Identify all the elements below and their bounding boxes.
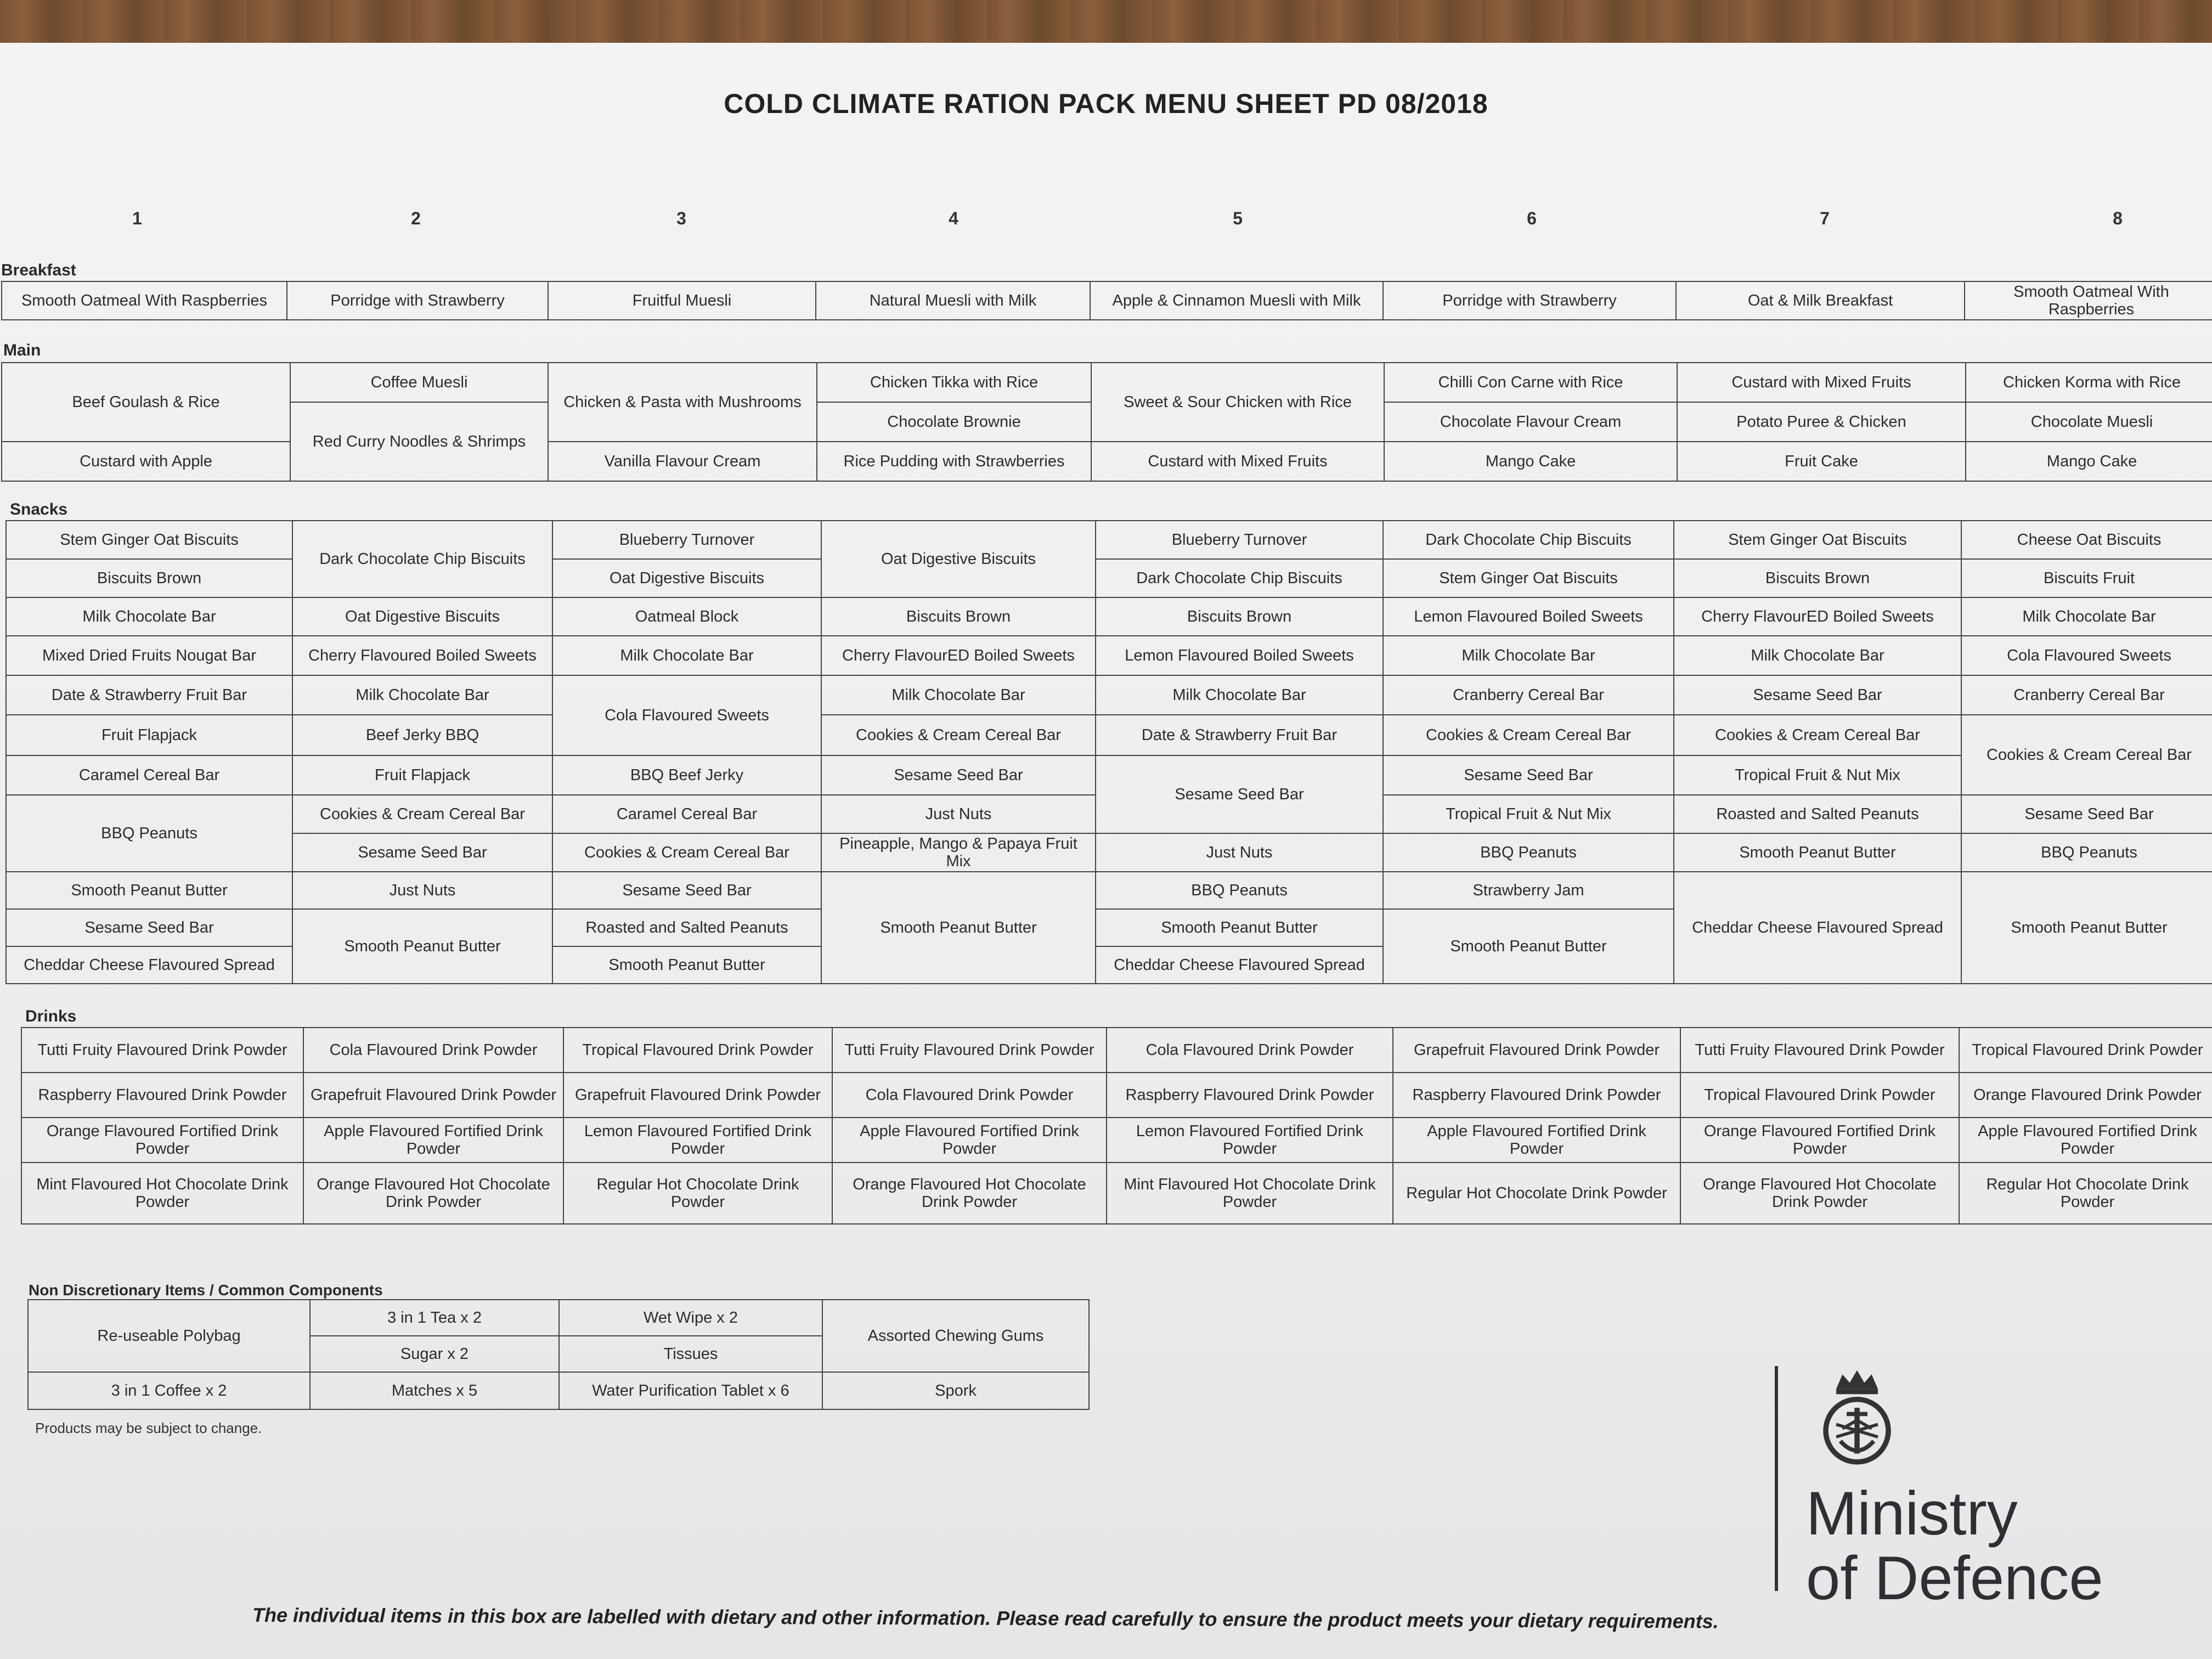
snack-cell: Dark Chocolate Chip Biscuits [292, 521, 552, 597]
snack-cell: BBQ Peanuts [6, 795, 292, 872]
table-row [6, 521, 2212, 559]
drink-cell: Raspberry Flavoured Drink Powder [1107, 1073, 1393, 1118]
snack-cell: Smooth Peanut Butter [552, 946, 821, 984]
table-row [6, 675, 2212, 715]
main-cell: Chicken Korma with Rice [1966, 363, 2212, 402]
snack-cell: BBQ Peanuts [1383, 833, 1674, 872]
snack-cell: Milk Chocolate Bar [1961, 597, 2212, 636]
column-number: 6 [1527, 208, 1537, 228]
snack-cell: Cookies & Cream Cereal Bar [1961, 715, 2212, 795]
snack-cell: Beef Jerky BBQ [292, 715, 552, 755]
drink-cell: Orange Flavoured Fortified Drink Powder [21, 1118, 303, 1163]
snack-cell: Fruit Flapjack [6, 715, 292, 755]
main-table [1, 362, 2212, 482]
snack-cell: Pineapple, Mango & Papaya Fruit Mix [821, 833, 1096, 872]
main-cell: Chocolate Brownie [817, 402, 1091, 442]
snack-cell: Cookies & Cream Cereal Bar [292, 795, 552, 833]
snack-cell: Cherry FlavourED Boiled Sweets [821, 636, 1096, 675]
item-cell: 3 in 1 Tea x 2 [310, 1300, 559, 1336]
snack-cell: BBQ Peanuts [1096, 872, 1383, 909]
main-cell: Chicken Tikka with Rice [817, 363, 1091, 402]
main-cell: Coffee Muesli [290, 363, 548, 402]
wood-tabletop [0, 0, 2212, 49]
section-label-breakfast: Breakfast [1, 261, 76, 279]
drink-cell: Orange Flavoured Hot Chocolate Drink Powder [303, 1163, 563, 1224]
drink-cell: Cola Flavoured Drink Powder [832, 1073, 1107, 1118]
item-cell: Re-useable Polybag [28, 1300, 310, 1372]
breakfast-cell: Smooth Oatmeal With Raspberries [1965, 281, 2212, 320]
drink-cell: Regular Hot Chocolate Drink Powder [1393, 1163, 1680, 1224]
footnote: Products may be subject to change. [35, 1420, 262, 1436]
snack-cell: Cheddar Cheese Flavoured Spread [1674, 872, 1961, 984]
main-cell: Chocolate Muesli [1966, 402, 2212, 442]
drink-cell: Regular Hot Chocolate Drink Powder [563, 1163, 832, 1224]
drink-cell: Mint Flavoured Hot Chocolate Drink Powder [1107, 1163, 1393, 1224]
drinks-table [21, 1027, 2212, 1224]
section-label-snacks: Snacks [10, 500, 68, 518]
snack-cell: Stem Ginger Oat Biscuits [1674, 521, 1961, 559]
drink-cell: Orange Flavoured Fortified Drink Powder [1680, 1118, 1959, 1163]
breakfast-cell: Oat & Milk Breakfast [1676, 281, 1965, 320]
page-title: COLD CLIMATE RATION PACK MENU SHEET PD 08/2018 [724, 88, 1488, 119]
snack-cell: Stem Ginger Oat Biscuits [6, 521, 292, 559]
drink-cell: Raspberry Flavoured Drink Powder [1393, 1073, 1680, 1118]
snack-cell: Cheddar Cheese Flavoured Spread [6, 946, 292, 984]
snack-cell: Oatmeal Block [552, 597, 821, 636]
snack-cell: Smooth Peanut Butter [6, 872, 292, 909]
snack-cell: Biscuits Brown [1674, 559, 1961, 597]
main-cell: Fruit Cake [1677, 442, 1966, 481]
main-cell: Sweet & Sour Chicken with Rice [1091, 363, 1384, 442]
snack-cell: Sesame Seed Bar [552, 872, 821, 909]
snack-cell: Fruit Flapjack [292, 755, 552, 795]
breakfast-cell: Porridge with Strawberry [287, 281, 548, 320]
table-row [21, 1163, 2212, 1224]
logo-rule [1775, 1366, 1778, 1591]
snack-cell: Sesame Seed Bar [1674, 675, 1961, 715]
snack-cell: Oat Digestive Biscuits [292, 597, 552, 636]
snack-cell: Caramel Cereal Bar [6, 755, 292, 795]
main-cell: Mango Cake [1384, 442, 1677, 481]
table-row [21, 1028, 2212, 1073]
drink-cell: Tutti Fruity Flavoured Drink Powder [1680, 1028, 1959, 1073]
item-cell: Tissues [559, 1336, 822, 1372]
non-discretionary-table [27, 1299, 1090, 1410]
snack-cell: Cookies & Cream Cereal Bar [821, 715, 1096, 755]
ministry-of-defence-logo [1806, 1481, 2103, 1611]
snack-cell: Cookies & Cream Cereal Bar [1383, 715, 1674, 755]
section-label-main: Main [3, 341, 41, 359]
snack-cell: Cranberry Cereal Bar [1383, 675, 1674, 715]
snack-cell: Sesame Seed Bar [1096, 755, 1383, 833]
column-number: 8 [2113, 208, 2123, 228]
snack-cell: Date & Strawberry Fruit Bar [1096, 715, 1383, 755]
drink-cell: Mint Flavoured Hot Chocolate Drink Powder [21, 1163, 303, 1224]
snack-cell: Milk Chocolate Bar [1674, 636, 1961, 675]
main-cell: Custard with Apple [2, 442, 290, 481]
drink-cell: Tropical Flavoured Drink Powder [563, 1028, 832, 1073]
table-row [6, 755, 2212, 795]
main-cell: Chocolate Flavour Cream [1384, 402, 1677, 442]
snack-cell: Cherry FlavourED Boiled Sweets [1674, 597, 1961, 636]
snack-cell: Milk Chocolate Bar [1383, 636, 1674, 675]
column-numbers [0, 208, 2212, 241]
snack-cell: Cola Flavoured Sweets [1961, 636, 2212, 675]
snack-cell: Smooth Peanut Butter [1674, 833, 1961, 872]
column-number: 5 [1233, 208, 1243, 228]
main-cell: Mango Cake [1966, 442, 2212, 481]
main-cell: Red Curry Noodles & Shrimps [290, 402, 548, 481]
snack-cell: Roasted and Salted Peanuts [552, 909, 821, 946]
snack-cell: Blueberry Turnover [1096, 521, 1383, 559]
column-number: 4 [949, 208, 958, 228]
item-cell: Water Purification Tablet x 6 [559, 1372, 822, 1409]
main-cell: Chilli Con Carne with Rice [1384, 363, 1677, 402]
snacks-table [5, 520, 2212, 984]
table-row [6, 872, 2212, 909]
drink-cell: Tropical Flavoured Drink Powder [1680, 1073, 1959, 1118]
column-number: 2 [411, 208, 421, 228]
main-cell: Rice Pudding with Strawberries [817, 442, 1091, 481]
drink-cell: Apple Flavoured Fortified Drink Powder [1393, 1118, 1680, 1163]
snack-cell: Just Nuts [821, 795, 1096, 833]
snack-cell: Smooth Peanut Butter [1383, 909, 1674, 984]
snack-cell: Just Nuts [292, 872, 552, 909]
snack-cell: Just Nuts [1096, 833, 1383, 872]
snack-cell: Biscuits Brown [6, 559, 292, 597]
snack-cell: Milk Chocolate Bar [292, 675, 552, 715]
snack-cell: Cherry Flavoured Boiled Sweets [292, 636, 552, 675]
table-row [28, 1372, 1089, 1409]
snack-cell: Mixed Dried Fruits Nougat Bar [6, 636, 292, 675]
crown-anchor-crest-icon [1805, 1366, 1909, 1470]
drink-cell: Cola Flavoured Drink Powder [1107, 1028, 1393, 1073]
snack-cell: Dark Chocolate Chip Biscuits [1096, 559, 1383, 597]
snack-cell: Caramel Cereal Bar [552, 795, 821, 833]
breakfast-cell: Smooth Oatmeal With Raspberries [2, 281, 287, 320]
drink-cell: Apple Flavoured Fortified Drink Powder [303, 1118, 563, 1163]
item-cell: Assorted Chewing Gums [822, 1300, 1089, 1372]
breakfast-cell: Natural Muesli with Milk [816, 281, 1090, 320]
drink-cell: Cola Flavoured Drink Powder [303, 1028, 563, 1073]
snack-cell: Tropical Fruit & Nut Mix [1383, 795, 1674, 833]
logo-line2: of Defence [1806, 1544, 2103, 1612]
section-label-drinks: Drinks [25, 1007, 77, 1025]
item-cell: Wet Wipe x 2 [559, 1300, 822, 1336]
snack-cell: BBQ Beef Jerky [552, 755, 821, 795]
snack-cell: Cheddar Cheese Flavoured Spread [1096, 946, 1383, 984]
table-row [21, 1073, 2212, 1118]
item-cell: Spork [822, 1372, 1089, 1409]
drink-cell: Grapefruit Flavoured Drink Powder [563, 1073, 832, 1118]
snack-cell: Milk Chocolate Bar [552, 636, 821, 675]
snack-cell: Smooth Peanut Butter [1096, 909, 1383, 946]
item-cell: Sugar x 2 [310, 1336, 559, 1372]
snack-cell: Lemon Flavoured Boiled Sweets [1096, 636, 1383, 675]
snack-cell: Blueberry Turnover [552, 521, 821, 559]
snack-cell: Cranberry Cereal Bar [1961, 675, 2212, 715]
item-cell: Matches x 5 [310, 1372, 559, 1409]
drink-cell: Grapefruit Flavoured Drink Powder [303, 1073, 563, 1118]
snack-cell: Sesame Seed Bar [821, 755, 1096, 795]
snack-cell: Biscuits Fruit [1961, 559, 2212, 597]
table-row [2, 363, 2212, 402]
snack-cell: Stem Ginger Oat Biscuits [1383, 559, 1674, 597]
snack-cell: Oat Digestive Biscuits [821, 521, 1096, 597]
snack-cell: Oat Digestive Biscuits [552, 559, 821, 597]
table-row [6, 597, 2212, 636]
snack-cell: Smooth Peanut Butter [821, 872, 1096, 984]
snack-cell: Biscuits Brown [821, 597, 1096, 636]
main-cell: Custard with Mixed Fruits [1677, 363, 1966, 402]
table-row [2, 281, 2212, 320]
snack-cell: Lemon Flavoured Boiled Sweets [1383, 597, 1674, 636]
drink-cell: Grapefruit Flavoured Drink Powder [1393, 1028, 1680, 1073]
main-cell: Potato Puree & Chicken [1677, 402, 1966, 442]
dietary-disclaimer: The individual items in this box are labelled with dietary and other information. Please read carefully to ensure the product meets your dietary requirements. [252, 1604, 1719, 1633]
snack-cell: Cheese Oat Biscuits [1961, 521, 2212, 559]
main-cell: Beef Goulash & Rice [2, 363, 290, 442]
snack-cell: Biscuits Brown [1096, 597, 1383, 636]
snack-cell: Cola Flavoured Sweets [552, 675, 821, 755]
snack-cell: Milk Chocolate Bar [1096, 675, 1383, 715]
breakfast-cell: Fruitful Muesli [548, 281, 816, 320]
drink-cell: Regular Hot Chocolate Drink Powder [1959, 1163, 2212, 1224]
snack-cell: Sesame Seed Bar [6, 909, 292, 946]
snack-cell: Strawberry Jam [1383, 872, 1674, 909]
drink-cell: Tropical Flavoured Drink Powder [1959, 1028, 2212, 1073]
snack-cell: Smooth Peanut Butter [292, 909, 552, 984]
table-row [6, 715, 2212, 755]
breakfast-cell: Porridge with Strawberry [1383, 281, 1676, 320]
snack-cell: BBQ Peanuts [1961, 833, 2212, 872]
section-label-non-discretionary: Non Discretionary Items / Common Components [29, 1282, 383, 1299]
drink-cell: Apple Flavoured Fortified Drink Powder [832, 1118, 1107, 1163]
main-cell: Chicken & Pasta with Mushrooms [548, 363, 817, 442]
snack-cell: Cookies & Cream Cereal Bar [552, 833, 821, 872]
table-row [6, 636, 2212, 675]
drink-cell: Raspberry Flavoured Drink Powder [21, 1073, 303, 1118]
column-number: 3 [676, 208, 686, 228]
snack-cell: Sesame Seed Bar [1383, 755, 1674, 795]
column-number: 7 [1820, 208, 1830, 228]
table-row [28, 1300, 1089, 1336]
drink-cell: Tutti Fruity Flavoured Drink Powder [832, 1028, 1107, 1073]
snack-cell: Tropical Fruit & Nut Mix [1674, 755, 1961, 795]
main-cell: Custard with Mixed Fruits [1091, 442, 1384, 481]
snack-cell: Milk Chocolate Bar [821, 675, 1096, 715]
column-number: 1 [132, 208, 142, 228]
drink-cell: Orange Flavoured Hot Chocolate Drink Powder [1680, 1163, 1959, 1224]
main-cell: Vanilla Flavour Cream [548, 442, 817, 481]
snack-cell: Dark Chocolate Chip Biscuits [1383, 521, 1674, 559]
drink-cell: Apple Flavoured Fortified Drink Powder [1959, 1118, 2212, 1163]
snack-cell: Cookies & Cream Cereal Bar [1674, 715, 1961, 755]
drink-cell: Orange Flavoured Hot Chocolate Drink Powder [832, 1163, 1107, 1224]
item-cell: 3 in 1 Coffee x 2 [28, 1372, 310, 1409]
table-row [6, 833, 2212, 872]
snack-cell: Date & Strawberry Fruit Bar [6, 675, 292, 715]
breakfast-cell: Apple & Cinnamon Muesli with Milk [1090, 281, 1383, 320]
drink-cell: Lemon Flavoured Fortified Drink Powder [563, 1118, 832, 1163]
snack-cell: Sesame Seed Bar [292, 833, 552, 872]
table-row [21, 1118, 2212, 1163]
drink-cell: Lemon Flavoured Fortified Drink Powder [1107, 1118, 1393, 1163]
logo-line1: Ministry [1806, 1479, 2018, 1548]
drink-cell: Orange Flavoured Drink Powder [1959, 1073, 2212, 1118]
snack-cell: Smooth Peanut Butter [1961, 872, 2212, 984]
snack-cell: Roasted and Salted Peanuts [1674, 795, 1961, 833]
breakfast-table [1, 281, 2212, 320]
snack-cell: Sesame Seed Bar [1961, 795, 2212, 833]
drink-cell: Tutti Fruity Flavoured Drink Powder [21, 1028, 303, 1073]
snack-cell: Milk Chocolate Bar [6, 597, 292, 636]
